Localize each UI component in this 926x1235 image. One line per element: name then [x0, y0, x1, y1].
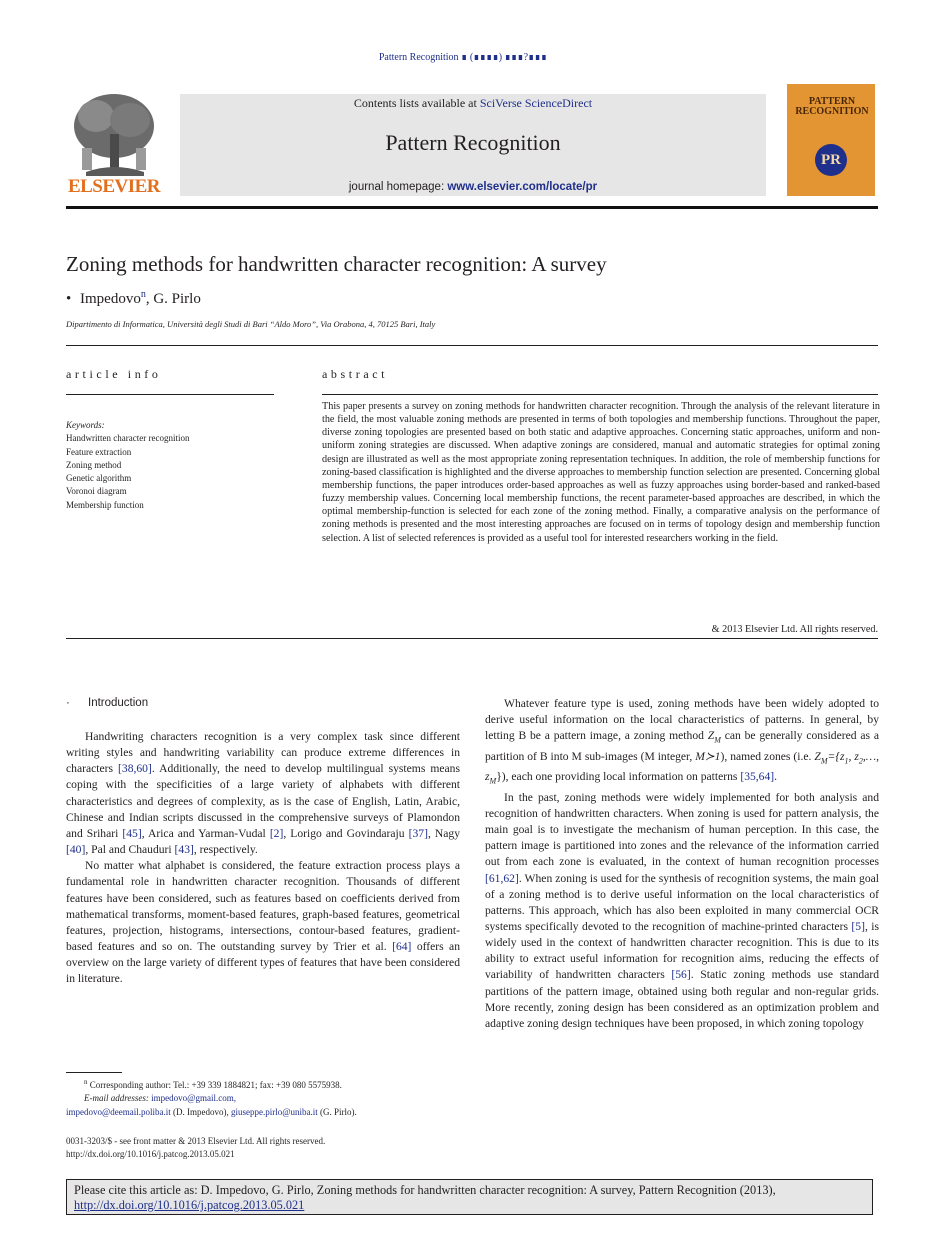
- email-line: E-mail addresses: impedovo@gmail.com,: [84, 1093, 236, 1104]
- author-bullet-icon: •: [66, 291, 72, 307]
- keyword: Membership function: [66, 499, 144, 510]
- footnote-rule: [66, 1072, 122, 1073]
- contents-line: [180, 96, 766, 111]
- keyword: Feature extraction: [66, 446, 132, 457]
- keyword: Genetic algorithm: [66, 473, 132, 484]
- issn-block: [66, 1135, 466, 1162]
- email-link[interactable]: giuseppe.pirlo@uniba.it: [231, 1106, 318, 1117]
- cover-title: PATTERN RECOGNITION: [795, 96, 869, 117]
- citation-link[interactable]: [56]: [671, 968, 691, 982]
- citation-doi-link[interactable]: http://dx.doi.org/10.1016/j.patcog.2013.05.021: [74, 1198, 305, 1212]
- abstract-bottom-rule: [66, 638, 878, 639]
- homepage-link[interactable]: www.elsevier.com/locate/pr: [447, 181, 598, 193]
- citation-link[interactable]: [45]: [122, 826, 142, 840]
- left-column: [66, 729, 460, 988]
- author-list: [66, 289, 201, 308]
- paragraph: In the past, zoning methods were widely implemented for both analysis and recognition of handwritten characters. When zoning is used for pattern analysis, the main goal is to investigate the mechanism of human perception. In this case, the pattern image is partitioned into zones and the relevance of the information carried out from each zone is evaluated, in the context of human recognition processes [61,62]. When zoning is used for the synthesis of recognition systems, the main goal of a zoning method is to derive useful information on the local characteristics of patterns. This approach, which has also been exploited in many commercial OCR systems specifically devoted to the recognition of machine-printed characters [5], is widely used in the context of handwritten character recognition. This is due to its ability to extract useful information for recognition aims, reducing the effects of variability of handwritten characters [56]. Static zoning methods use standard partitions of the pattern image, obtained using both regular and non-regular grids. More recently, zoning design has been considered as an optimization problem and adaptive zoning design techniques have been proposed, in which zoning topology: [485, 790, 880, 1030]
- issn-line: 0031-3203/$ - see front matter & 2013 Elsevier Ltd. All rights reserved.: [66, 1136, 326, 1146]
- keyword: Zoning method: [66, 459, 122, 470]
- article-title: Zoning methods for handwritten character recognition: A survey: [66, 252, 607, 276]
- author-impedovo[interactable]: Impedovo: [80, 291, 141, 307]
- publisher-name: ELSEVIER: [67, 176, 161, 197]
- abstract-text: This paper presents a survey on zoning methods for handwritten character recognition. Through the analysis of the relevant literature in the field, the most valuable zoning methods are presented in terms of both topologies and membership functions. Throughout the paper, diverse zoning topologies are presented based on both static and adaptive approaches. Concerning static approaches, uniform and non-uniform zoning strategies are discussed. When adaptive zonings are considered, manual and automatic strategies for optimal zoning design are illustrated as well as the most appropriate zoning representation techniques. In addition, the role of membership functions for zoning-based classification is highlighted and the diverse approaches to membership function selection are presented. Concerning global membership functions, the paper introduces order-based approaches as well as fuzzy approaches using border-based and ranked-based fuzzy membership values. Concerning local membership functions, the recent parameter-based approaches are described, in which the optimal membership-function is selected for each zone of the zoning method. Finally, a comparative analysis on the performance of zoning methods is presented and the most interesting approaches are focused on in terms of topology design and membership function selection. A list of selected references is provided as a useful tool for interested researchers working in the field.: [322, 401, 880, 544]
- section-heading-introduction: [66, 697, 148, 709]
- keywords-label: Keywords:: [66, 420, 105, 430]
- title-divider: [66, 345, 878, 346]
- keyword: Voronoi diagram: [66, 486, 127, 497]
- section-bullet-icon: ·: [66, 697, 70, 709]
- abstract-heading: abstract: [322, 367, 389, 381]
- running-head: Pattern Recognition ∎ (∎∎∎∎) ∎∎∎?∎∎∎: [378, 52, 548, 63]
- paragraph: Whatever feature type is used, zoning methods have been widely adopted to derive useful information on the local characteristics of patterns. In general, by letting B be a pattern image, a zoning method $Z_M$ can be generally considered as a partition of B into M sub-images (M integer, M≻1), named zones (i.e. $Z_M=\{z_1$, $z_2,\dots$, $z_M$}), each one providing local information on patterns [35,64].: [485, 697, 879, 786]
- citation-link[interactable]: [38,60]: [118, 762, 152, 776]
- article-info-heading: article info: [66, 367, 162, 381]
- abstract-copyright: & 2013 Elsevier Ltd. All rights reserved.: [711, 624, 878, 635]
- citation-link[interactable]: [37]: [408, 826, 428, 840]
- paragraph: No matter what alphabet is considered, the feature extraction process plays a fundamental role in handwritten character recognition. Thousands of different features have been considered, such as features based on coefficients derived from mathematical transforms, moment-based features, graph-based features, geometrical features, projection, histograms, intersections, contour-based features, gradient-based features and so on. The outstanding survey by Trier et al. [64] offers an overview on the large variety of different types of features that have been considered in literature.: [66, 859, 461, 986]
- citation-text: Please cite this article as: D. Impedovo, G. Pirlo, Zoning methods for handwritten character recognition: A survey, Pattern Recognition (2013),: [74, 1183, 776, 1197]
- email-link[interactable]: impedovo@gmail.com,: [151, 1093, 236, 1104]
- math-m-condition: M≻1: [695, 749, 721, 763]
- journal-homepage: [180, 181, 766, 193]
- math-zoning-set: $Z_M=\{z_1$, $z_2,\dots$, $z_M$: [485, 749, 879, 786]
- citation-link[interactable]: [64]: [392, 940, 412, 954]
- citation-link[interactable]: [35,64]: [740, 770, 775, 784]
- citation-link[interactable]: [61,62]: [485, 871, 519, 885]
- journal-title: Pattern Recognition: [385, 130, 561, 155]
- keyword: Handwritten character recognition: [66, 433, 190, 444]
- citation-link[interactable]: [40]: [66, 843, 86, 857]
- email-line-2: impedovo@deemail.poliba.it (D. Impedovo), giuseppe.pirlo@uniba.it (G. Pirlo).: [66, 1106, 357, 1117]
- citation-link[interactable]: [5]: [851, 919, 865, 933]
- citation-link[interactable]: [2]: [269, 826, 284, 840]
- right-column: [485, 696, 879, 1032]
- affiliation: Dipartimento di Informatica, Università degli Studi di Bari “Aldo Moro”, Via Orabona, 4, 70125 Bari, Italy: [66, 319, 436, 329]
- cover-emblem-icon: PR: [815, 144, 847, 176]
- footnotes: [66, 1076, 466, 1119]
- citation-link[interactable]: [43]: [174, 843, 194, 857]
- citation-box: [66, 1179, 873, 1215]
- corresponding-mark[interactable]: n: [140, 289, 146, 300]
- article-info-rule: [66, 394, 274, 395]
- math-zm: $Z_M$: [707, 729, 721, 745]
- author-pirlo[interactable]: , G. Pirlo: [145, 291, 201, 307]
- homepage-label: journal homepage:: [348, 181, 448, 193]
- doi-line[interactable]: http://dx.doi.org/10.1016/j.patcog.2013.05.021: [66, 1149, 235, 1160]
- section-title: Introduction: [88, 697, 149, 709]
- contents-prefix: Contents lists available at: [353, 96, 480, 110]
- email-link[interactable]: impedovo@deemail.poliba.it: [66, 1106, 171, 1117]
- abstract-rule: [322, 394, 878, 395]
- keywords-block: [66, 419, 276, 512]
- masthead-rule: [66, 206, 878, 209]
- sciencedirect-link[interactable]: SciVerse ScienceDirect: [479, 96, 593, 110]
- corresponding-author-note: $^n$ Corresponding author: Tel.: +39 339 1884821; fax: +39 080 5575938.: [84, 1078, 342, 1090]
- paragraph: Handwriting characters recognition is a very complex task since different writing styles and handwriting variability can produce extreme differences in characters [38,60]. Additionally, the need to develop multilingual systems means coping with the specificities of a large variety of alphabets with different characteristics and degrees of complexity, as is the case of English, Latin, Arabic, Chinese and Indian scripts discussed in the comprehensive surveys of Plamondon and Srihari [45], Arica and Yarman-Vudal [2], Lorigo and Govindaraju [37], Nagy [40], Pal and Chauduri [43], respectively.: [66, 730, 460, 857]
